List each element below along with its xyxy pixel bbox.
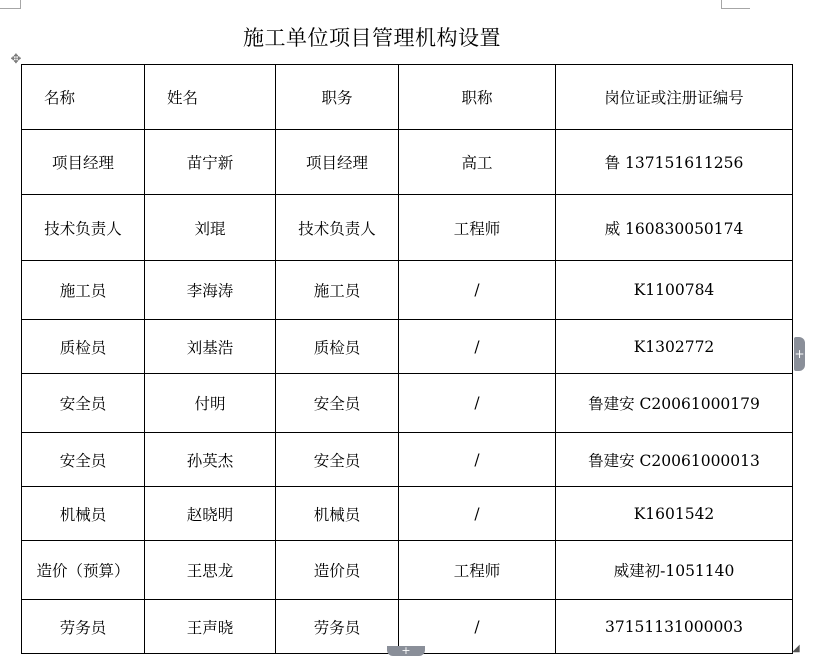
- header-cell-person[interactable]: 姓名: [145, 65, 276, 130]
- cell-title[interactable]: /: [399, 487, 556, 541]
- cell-title[interactable]: /: [399, 600, 556, 654]
- page-margin-corner-left: [0, 0, 21, 9]
- cell-position[interactable]: 项目经理: [276, 130, 399, 195]
- cell-person[interactable]: 刘基浩: [145, 320, 276, 374]
- cell-name[interactable]: 技术负责人: [22, 195, 145, 261]
- cell-position[interactable]: 安全员: [276, 374, 399, 433]
- cell-name[interactable]: 质检员: [22, 320, 145, 374]
- cell-position[interactable]: 安全员: [276, 433, 399, 487]
- cell-certificate[interactable]: 威建初-1051140: [556, 541, 793, 600]
- table-row: [22, 541, 793, 600]
- cell-name[interactable]: 施工员: [22, 261, 145, 320]
- cell-person[interactable]: 孙英杰: [145, 433, 276, 487]
- header-cell-certificate[interactable]: 岗位证或注册证编号: [556, 65, 793, 130]
- table-row: [22, 320, 793, 374]
- cell-person[interactable]: 赵晓明: [145, 487, 276, 541]
- cell-person[interactable]: 刘琨: [145, 195, 276, 261]
- cell-certificate[interactable]: 37151131000003: [556, 600, 793, 654]
- cell-position[interactable]: 劳务员: [276, 600, 399, 654]
- header-cell-title[interactable]: 职称: [399, 65, 556, 130]
- cell-position[interactable]: 质检员: [276, 320, 399, 374]
- add-row-button[interactable]: +: [387, 646, 425, 656]
- cell-person[interactable]: 苗宁新: [145, 130, 276, 195]
- table-row: [22, 261, 793, 320]
- cell-name[interactable]: 安全员: [22, 433, 145, 487]
- cell-certificate[interactable]: K1100784: [556, 261, 793, 320]
- cell-certificate[interactable]: K1302772: [556, 320, 793, 374]
- table-header-row: [22, 65, 793, 130]
- header-cell-position[interactable]: 职务: [276, 65, 399, 130]
- document-title[interactable]: 施工单位项目管理机构设置: [243, 26, 501, 50]
- cell-title[interactable]: 高工: [399, 130, 556, 195]
- cell-position[interactable]: 机械员: [276, 487, 399, 541]
- header-cell-name[interactable]: 名称: [22, 65, 145, 130]
- cell-position[interactable]: 造价员: [276, 541, 399, 600]
- cell-title[interactable]: /: [399, 261, 556, 320]
- cell-certificate[interactable]: 威 160830050174: [556, 195, 793, 261]
- cell-name[interactable]: 劳务员: [22, 600, 145, 654]
- table-row: [22, 130, 793, 195]
- cell-position[interactable]: 施工员: [276, 261, 399, 320]
- table-move-handle-icon[interactable]: ✥: [10, 52, 22, 67]
- table-row: [22, 433, 793, 487]
- cell-person[interactable]: 王思龙: [145, 541, 276, 600]
- cell-title[interactable]: /: [399, 374, 556, 433]
- table-resize-handle-icon[interactable]: ◢: [792, 643, 800, 654]
- organization-table[interactable]: [21, 64, 793, 654]
- cell-person[interactable]: 王声晓: [145, 600, 276, 654]
- add-column-button[interactable]: +: [794, 337, 805, 371]
- cell-name[interactable]: 项目经理: [22, 130, 145, 195]
- cell-name[interactable]: 安全员: [22, 374, 145, 433]
- cell-certificate[interactable]: K1601542: [556, 487, 793, 541]
- cell-position[interactable]: 技术负责人: [276, 195, 399, 261]
- table-row: [22, 374, 793, 433]
- cell-person[interactable]: 付明: [145, 374, 276, 433]
- table-row: [22, 195, 793, 261]
- cell-name[interactable]: 造价（预算）: [22, 541, 145, 600]
- cell-title[interactable]: /: [399, 433, 556, 487]
- cell-certificate[interactable]: 鲁 137151611256: [556, 130, 793, 195]
- cell-certificate[interactable]: 鲁建安 C20061000179: [556, 374, 793, 433]
- cell-certificate[interactable]: 鲁建安 C20061000013: [556, 433, 793, 487]
- cell-title[interactable]: /: [399, 320, 556, 374]
- cell-name[interactable]: 机械员: [22, 487, 145, 541]
- cell-title[interactable]: 工程师: [399, 195, 556, 261]
- cell-person[interactable]: 李海涛: [145, 261, 276, 320]
- cell-title[interactable]: 工程师: [399, 541, 556, 600]
- page-margin-corner-right: [721, 0, 750, 9]
- table-row: [22, 487, 793, 541]
